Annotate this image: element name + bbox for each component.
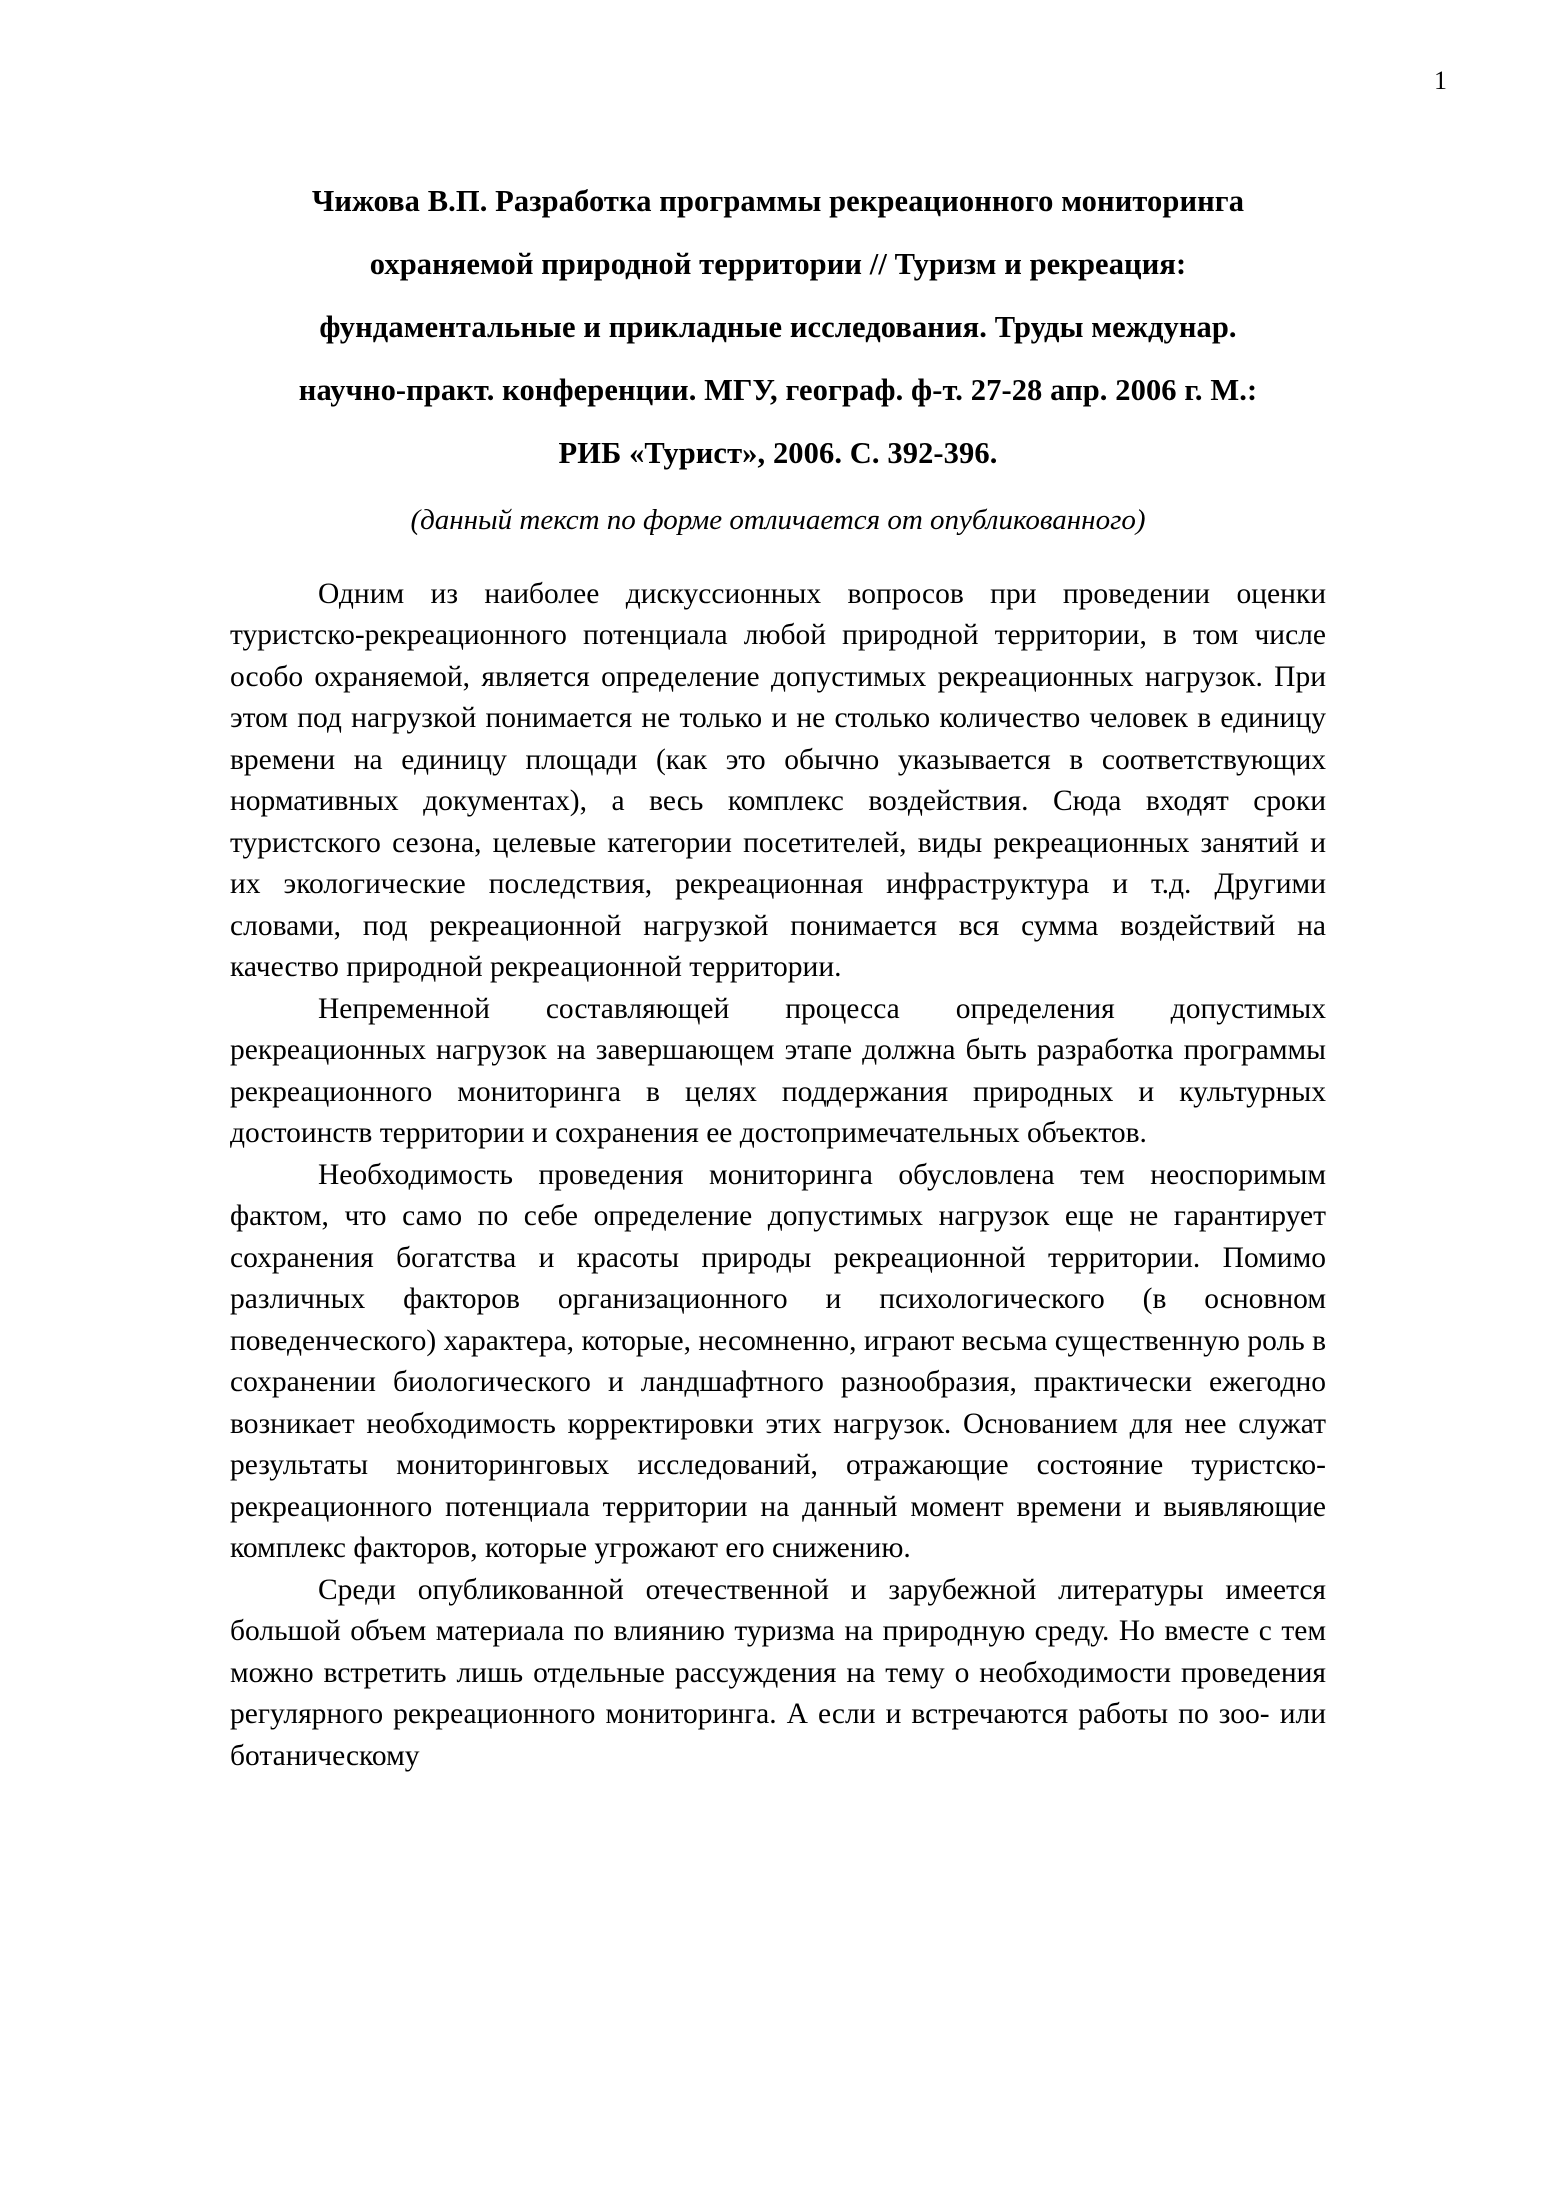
page-content <box>230 170 1326 1777</box>
paragraph: Непременной составляющей процесса определения допустимых рекреационных нагрузок на завершающем этапе должна быть разработка программы рекреационного мониторинга в целях поддержания природных и культурных достоинств территории и сохранения ее достопримечательных объектов. <box>230 992 1326 1150</box>
editorial-note: (данный текст по форме отличается от опубликованного) <box>410 504 1146 536</box>
citation-line-1: Чижова В.П. Разработка программы рекреационного мониторинга <box>311 184 1245 218</box>
citation-line-3: фундаментальные и прикладные исследования. Труды междунар. <box>319 310 1237 344</box>
citation-heading <box>230 170 1326 485</box>
paragraph: Одним из наиболее дискуссионных вопросов при проведении оценки туристско-рекреационного потенциала любой природной территории, в том числе особо охраняемой, является определение допустимых рекреационных нагрузок. При этом под нагрузкой понимается не только и не столько количество человек в единицу времени на единицу площади (как это обычно указывается в соответствующих нормативных документах), а весь комплекс воздействия. Сюда входят сроки туристского сезона, целевые категории посетителей, виды рекреационных занятий и их экологические последствия, рекреационная инфраструктура и т.д. Другими словами, под рекреационной нагрузкой понимается вся сумма воздействий на качество природной рекреационной территории. <box>230 577 1326 984</box>
citation-line-4: научно-практ. конференции. МГУ, географ. ф-т. 27-28 апр. 2006 г. М.: <box>298 373 1258 407</box>
paragraph: Необходимость проведения мониторинга обусловлена тем неоспоримым фактом, что само по себе определение допустимых нагрузок еще не гарантирует сохранения богатства и красоты природы рекреационной территории. Помимо различных факторов организационного и психологического (в основном поведенческого) характера, которые, несомненно, играют весьма существенную роль в сохранении биологического и ландшафтного разнообразия, практически ежегодно возникает необходимость корректировки этих нагрузок. Основанием для нее служат результаты мониторинговых исследований, отражающие состояние туристско-рекреационного потенциала территории на данный момент времени и выявляющие комплекс факторов, которые угрожают его снижению. <box>230 1158 1326 1565</box>
citation-line-5: РИБ «Турист», 2006. С. 392-396. <box>558 436 998 470</box>
body-text <box>230 574 1326 1778</box>
page-number: 1 <box>1434 66 1447 95</box>
citation-line-2: охраняемой природной территории // Туризм и рекреация: <box>369 247 1187 281</box>
paragraph: Среди опубликованной отечественной и зарубежной литературы имеется большой объем материала по влиянию туризма на природную среду. Но вместе с тем можно встретить лишь отдельные рассуждения на тему о необходимости проведения регулярного рекреационного мониторинга. А если и встречаются работы по зоо- или ботаническому <box>230 1573 1326 1772</box>
